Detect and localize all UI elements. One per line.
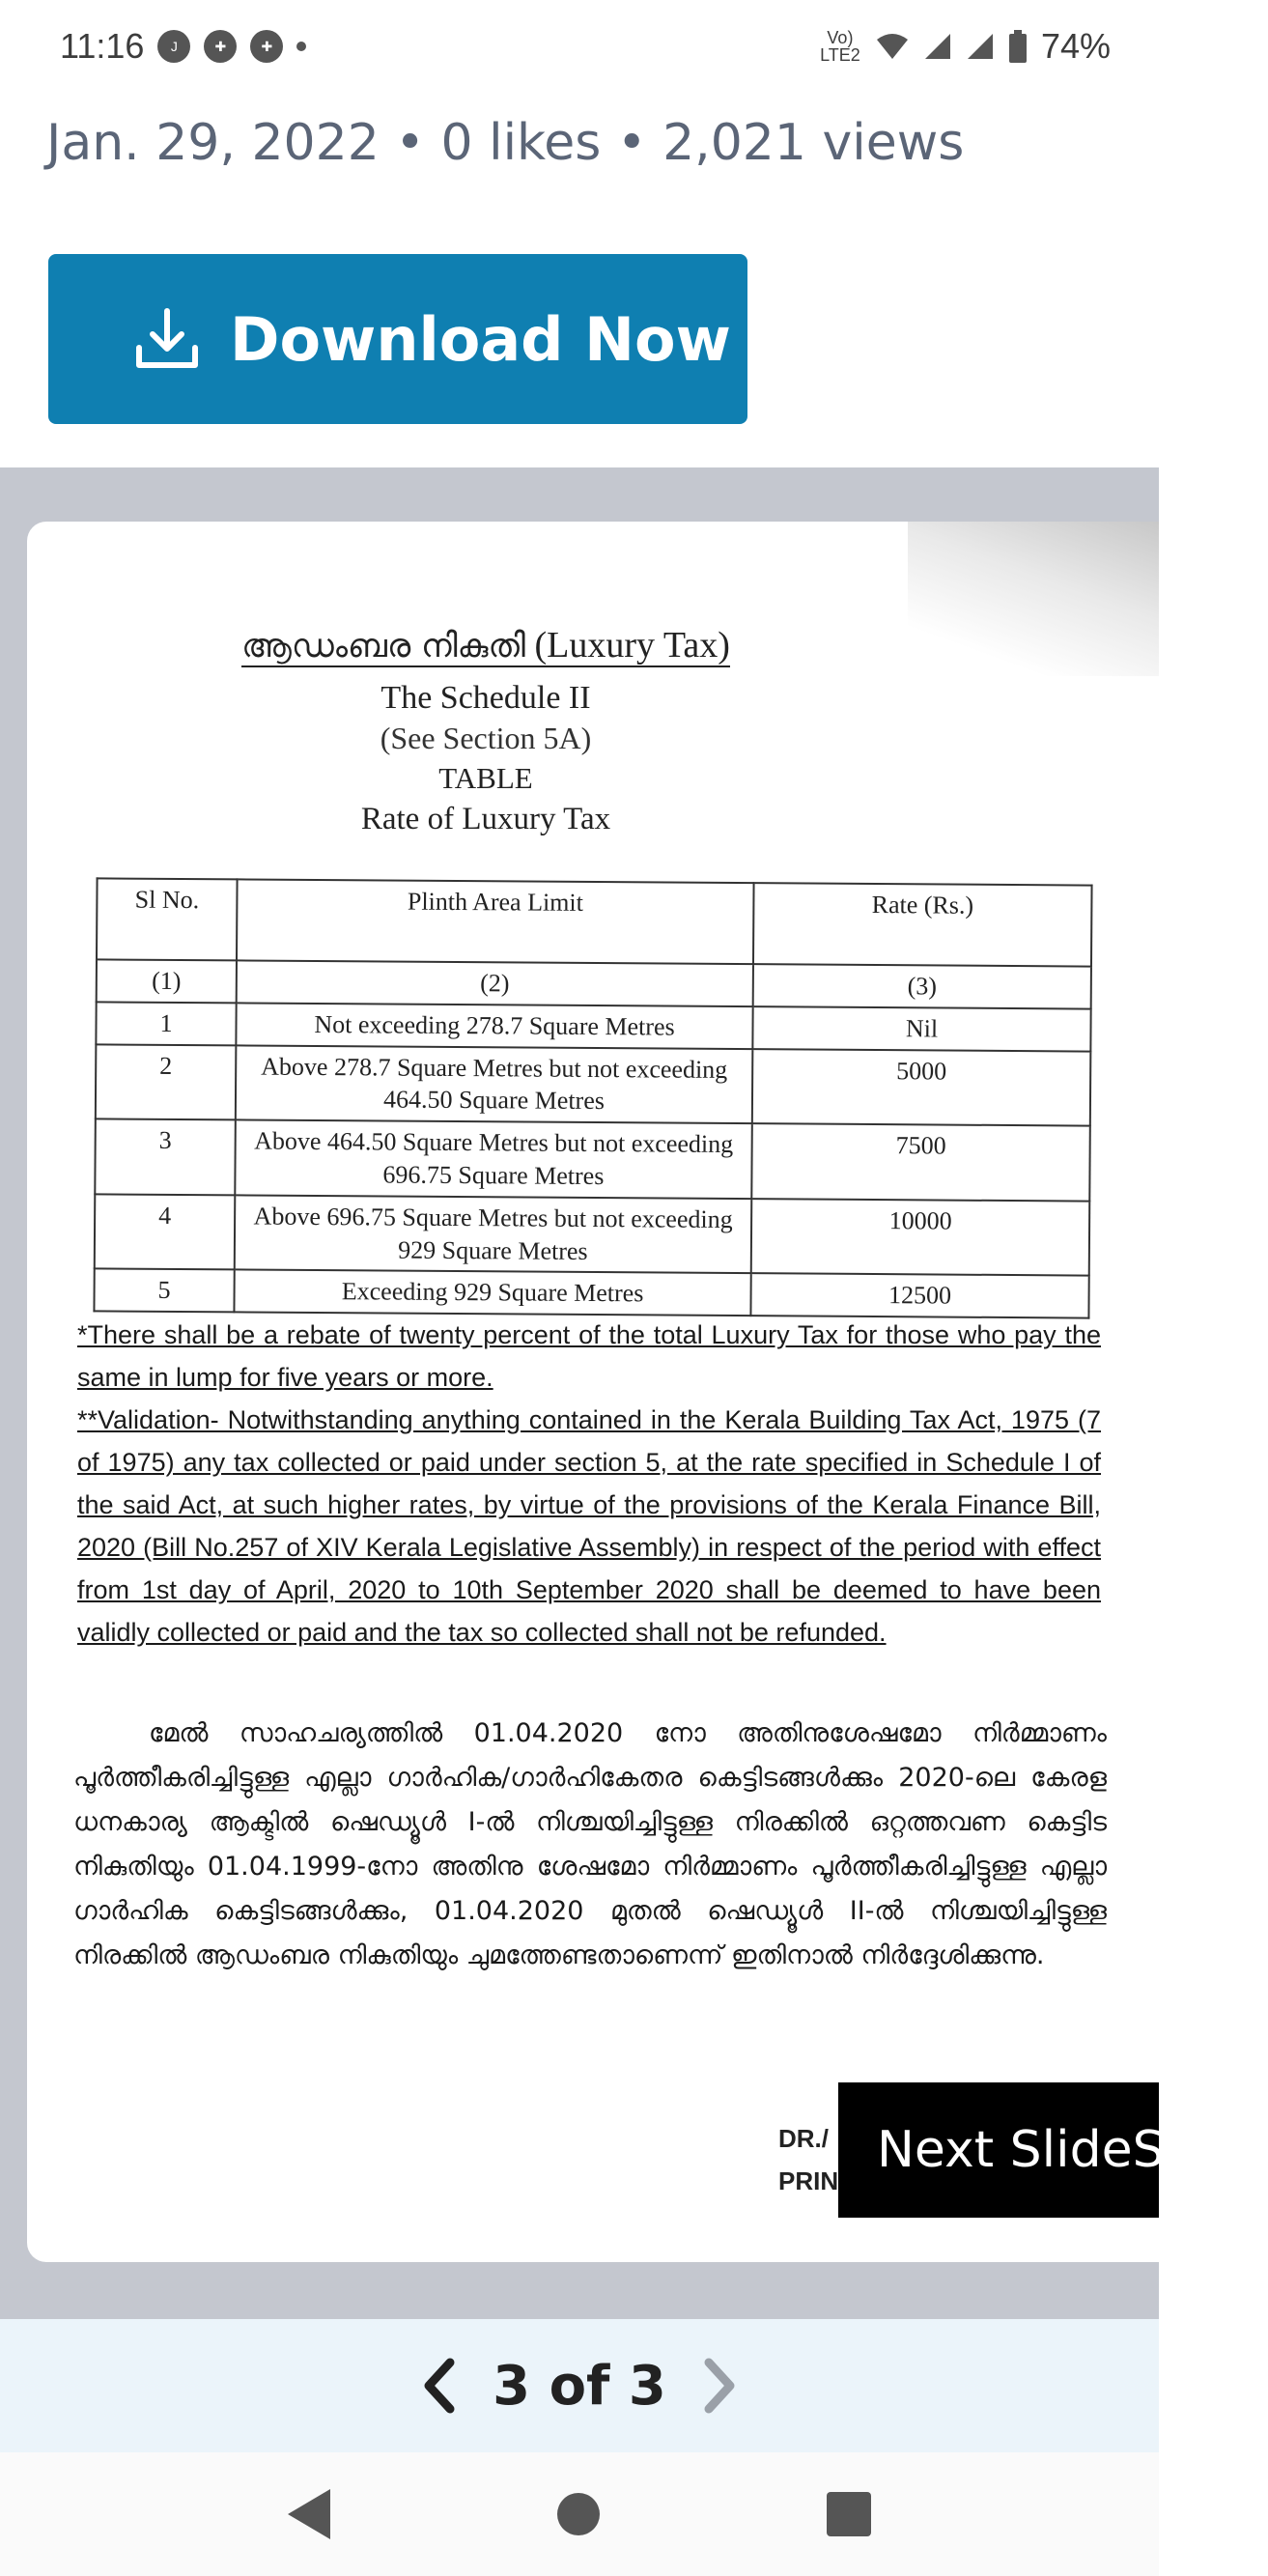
notification-dot-icon (296, 42, 306, 51)
jio-icon: J (157, 30, 190, 63)
column-index: (1) (97, 959, 237, 1003)
table-cell: 1 (96, 1002, 236, 1045)
next-slide-icon[interactable] (701, 2357, 740, 2415)
previous-slide-icon[interactable] (419, 2357, 458, 2415)
wifi-icon (875, 32, 910, 61)
table-cell: 5000 (752, 1049, 1091, 1126)
column-header: Plinth Area Limit (237, 879, 754, 964)
column-index: (3) (753, 964, 1091, 1008)
table-row (96, 1002, 1090, 1051)
slide-pager (0, 2319, 1159, 2452)
back-icon[interactable] (288, 2489, 330, 2539)
slideshow-meta: Jan. 29, 2022 • 0 likes • 2,021 views (46, 114, 965, 172)
table-cell: Above 696.75 Square Metres but not exceeding 929 Square Metres (235, 1195, 752, 1273)
table-cell: 5 (94, 1269, 234, 1313)
rebate-note: *There shall be a rebate of twenty percent of the total Luxury Tax for those who pay the same in lump for five years or more. (77, 1320, 1101, 1392)
battery-level: 74% (1040, 26, 1111, 66)
column-index: (2) (237, 960, 753, 1006)
column-header: Sl No. (97, 878, 238, 960)
signal-icon (966, 32, 995, 61)
page-indicator: 3 of 3 (493, 2354, 666, 2418)
signal-icon (923, 32, 952, 61)
title-english: (Luxury Tax) (534, 625, 730, 665)
table-cell: 2 (96, 1044, 237, 1120)
app-icon: ✚ (250, 30, 283, 63)
table-cell: Not exceeding 278.7 Square Metres (236, 1003, 752, 1049)
battery-icon (1008, 30, 1028, 63)
table-cell: 4 (95, 1194, 236, 1270)
validation-note: **Validation- Notwithstanding anything contained in the Kerala Building Tax Act, 1975 (7 of 1975) any tax collected or paid under section 5, at the rate specified in Schedule I of the said Act, at such higher rates, by virtue of the provisions of the Kerala Finance Bill, 2020 (Bill No.257 of XIV Kerala Legislative Assembly) in respect of the period with effect from 1st day of April, 2020 to 10th September 2020 shall be deemed to have been validly collected or paid and the tax so collected shall not be refunded. (77, 1405, 1101, 1647)
table-cell: Above 278.7 Square Metres but not exceeding 464.50 Square Metres (236, 1045, 753, 1123)
next-slideshow-button[interactable]: Next SlideShow (838, 2082, 1159, 2218)
luxury-tax-table (93, 877, 1092, 1318)
download-label: Download Now (230, 303, 731, 375)
table-cell: Exceeding 929 Square Metres (234, 1270, 750, 1316)
footnotes (77, 1314, 1101, 1654)
table-cell: 12500 (750, 1274, 1088, 1318)
download-button[interactable] (48, 254, 747, 424)
table-cell: 7500 (751, 1123, 1090, 1201)
table-cell: 10000 (751, 1199, 1090, 1276)
table-cell: Above 464.50 Square Metres but not exceeding 696.75 Square Metres (235, 1120, 752, 1199)
rate-heading: Rate of Luxury Tax (360, 802, 611, 836)
column-header: Rate (Rs.) (753, 883, 1092, 966)
title-malayalam: ആഡംബര നികുതി (241, 627, 525, 665)
table-row (95, 1119, 1090, 1202)
schedule-heading: The Schedule II (380, 680, 591, 716)
table-header-row (97, 878, 1092, 966)
home-icon[interactable] (557, 2493, 600, 2535)
table-cell: 3 (95, 1119, 236, 1196)
download-icon (131, 303, 203, 375)
system-nav-bar (0, 2452, 1159, 2576)
network-label: Vo) LTE2 (820, 28, 860, 65)
malayalam-paragraph: മേൽ സാഹചര്യത്തിൽ 01.04.2020 നോ അതിനുശേഷമോ നിർമ്മാണം പൂർത്തീകരിച്ചിട്ടുള്ള എല്ലാ ഗാർഹിക/ഗാർഹികേതര കെട്ടിടങ്ങൾക്കും 2020-ലെ കേരള ധനകാര്യ ആക്ടിൽ ഷെഡ്യൂൾ I-ൽ നിശ്ചയിച്ചിട്ടുള്ള നിരക്കിൽ ഒറ്റത്തവണ കെട്ടിട നികുതിയും 01.04.1999-നോ അതിനു ശേഷമോ നിർമ്മാണം പൂർത്തീകരിച്ചിട്ടുള്ള എല്ലാ ഗാർഹിക കെട്ടിടങ്ങൾക്കും, 01.04.2020 മുതൽ ഷെഡ്യൂൾ II-ൽ നിശ്ചയിച്ചിട്ടുള്ള നിരക്കിൽ ആഡംബര നികുതിയും ചുമത്തേണ്ടതാണെന്ന് ഇതിനാൽ നിർദ്ദേശിക്കുന്നു. (73, 1718, 1107, 1970)
table-row (96, 1044, 1091, 1126)
signature-block (778, 2117, 838, 2202)
slide-viewer[interactable] (0, 467, 1159, 2319)
photo-glare (908, 522, 1159, 676)
status-bar (0, 0, 1159, 93)
recent-apps-icon[interactable] (827, 2492, 871, 2536)
table-row (94, 1269, 1088, 1318)
table-row (95, 1194, 1090, 1276)
slide-page (27, 522, 1159, 2262)
document-title (27, 624, 944, 666)
status-time: 11:16 (60, 26, 145, 66)
table-heading: TABLE (438, 761, 533, 795)
app-icon: ✚ (204, 30, 237, 63)
table-index-row (97, 959, 1091, 1008)
table-cell: Nil (752, 1006, 1090, 1051)
signature-line: PRIN (778, 2166, 839, 2195)
section-reference: (See Section 5A) (380, 721, 592, 755)
signature-line: DR./ (778, 2124, 829, 2153)
